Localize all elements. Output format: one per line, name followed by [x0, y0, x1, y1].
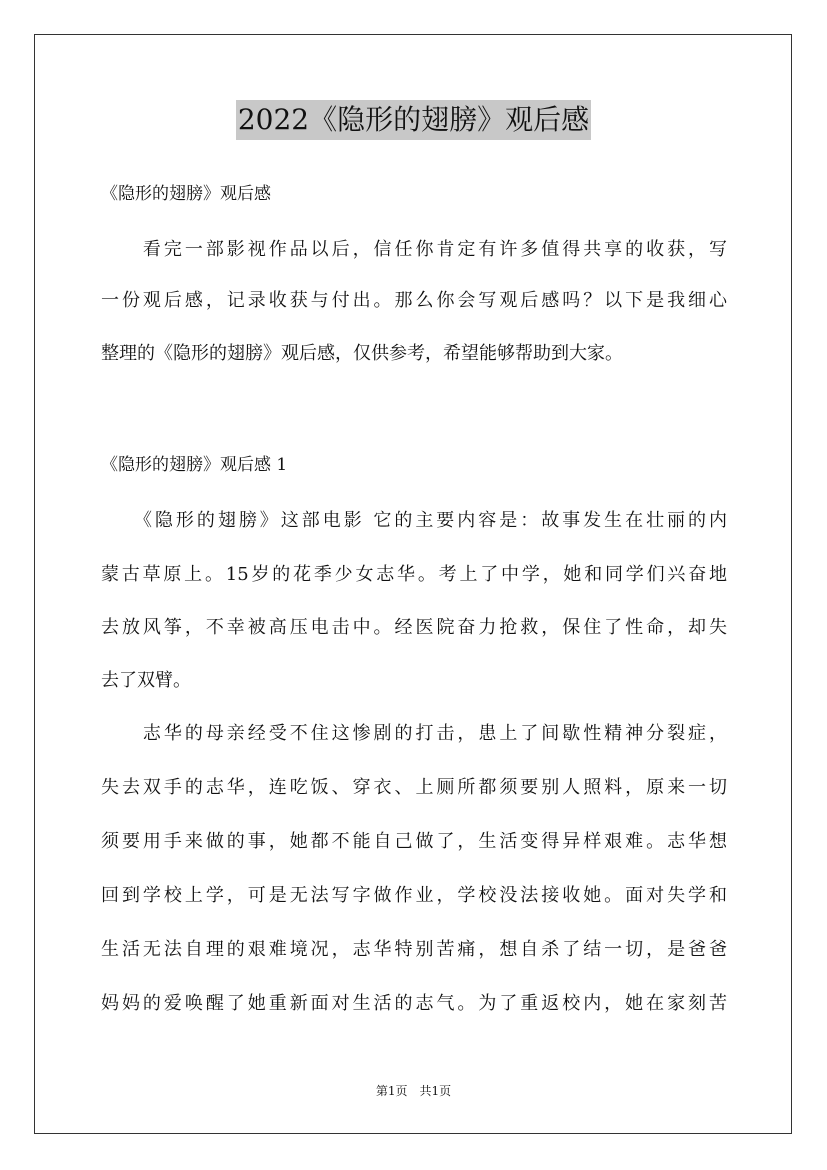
page-footer: 第1页 共1页: [375, 1084, 452, 1098]
paragraph-line: 蒙古草原上。15岁的花季少女志华。考上了中学，她和同学们兴奋地: [101, 564, 727, 585]
paragraph-line: 失去双手的志华，连吃饭、穿衣、上厕所都须要别人照料，原来一切: [101, 777, 727, 798]
paragraph-line: 去了双臂。: [101, 670, 191, 691]
title-container: [0, 100, 827, 140]
paragraph-line: 志华的母亲经受不住这惨剧的打击，患上了间歇性精神分裂症，: [101, 723, 727, 744]
intro-line: 整理的《隐形的翅膀》观后感，仅供参考，希望能够帮助到大家。: [101, 343, 623, 364]
section-heading: 《隐形的翅膀》观后感 1: [101, 455, 288, 475]
paragraph-line: 须要用手来做的事，她都不能自己做了，生活变得异样艰难。志华想: [101, 831, 727, 852]
paragraph-line: 回到学校上学，可是无法写字做作业，学校没法接收她。面对失学和: [101, 885, 727, 906]
intro-line: 看完一部影视作品以后，信任你肯定有许多值得共享的收获，写: [101, 239, 727, 260]
paragraph-line: 《隐形的翅膀》这部电影 它的主要内容是：故事发生在壮丽的内: [101, 510, 727, 531]
document-title: 2022《隐形的翅膀》观后感: [236, 100, 591, 140]
intro-line: 一份观后感，记录收获与付出。那么你会写观后感吗？以下是我细心: [101, 290, 727, 311]
intro-heading: 《隐形的翅膀》观后感: [101, 184, 271, 204]
paragraph-line: 妈妈的爱唤醒了她重新面对生活的志气。为了重返校内，她在家刻苦: [101, 993, 727, 1014]
paragraph-line: 去放风筝，不幸被高压电击中。经医院奋力抢救，保住了性命，却失: [101, 617, 727, 638]
paragraph-line: 生活无法自理的艰难境况，志华特别苦痛，想自杀了结一切，是爸爸: [101, 939, 727, 960]
